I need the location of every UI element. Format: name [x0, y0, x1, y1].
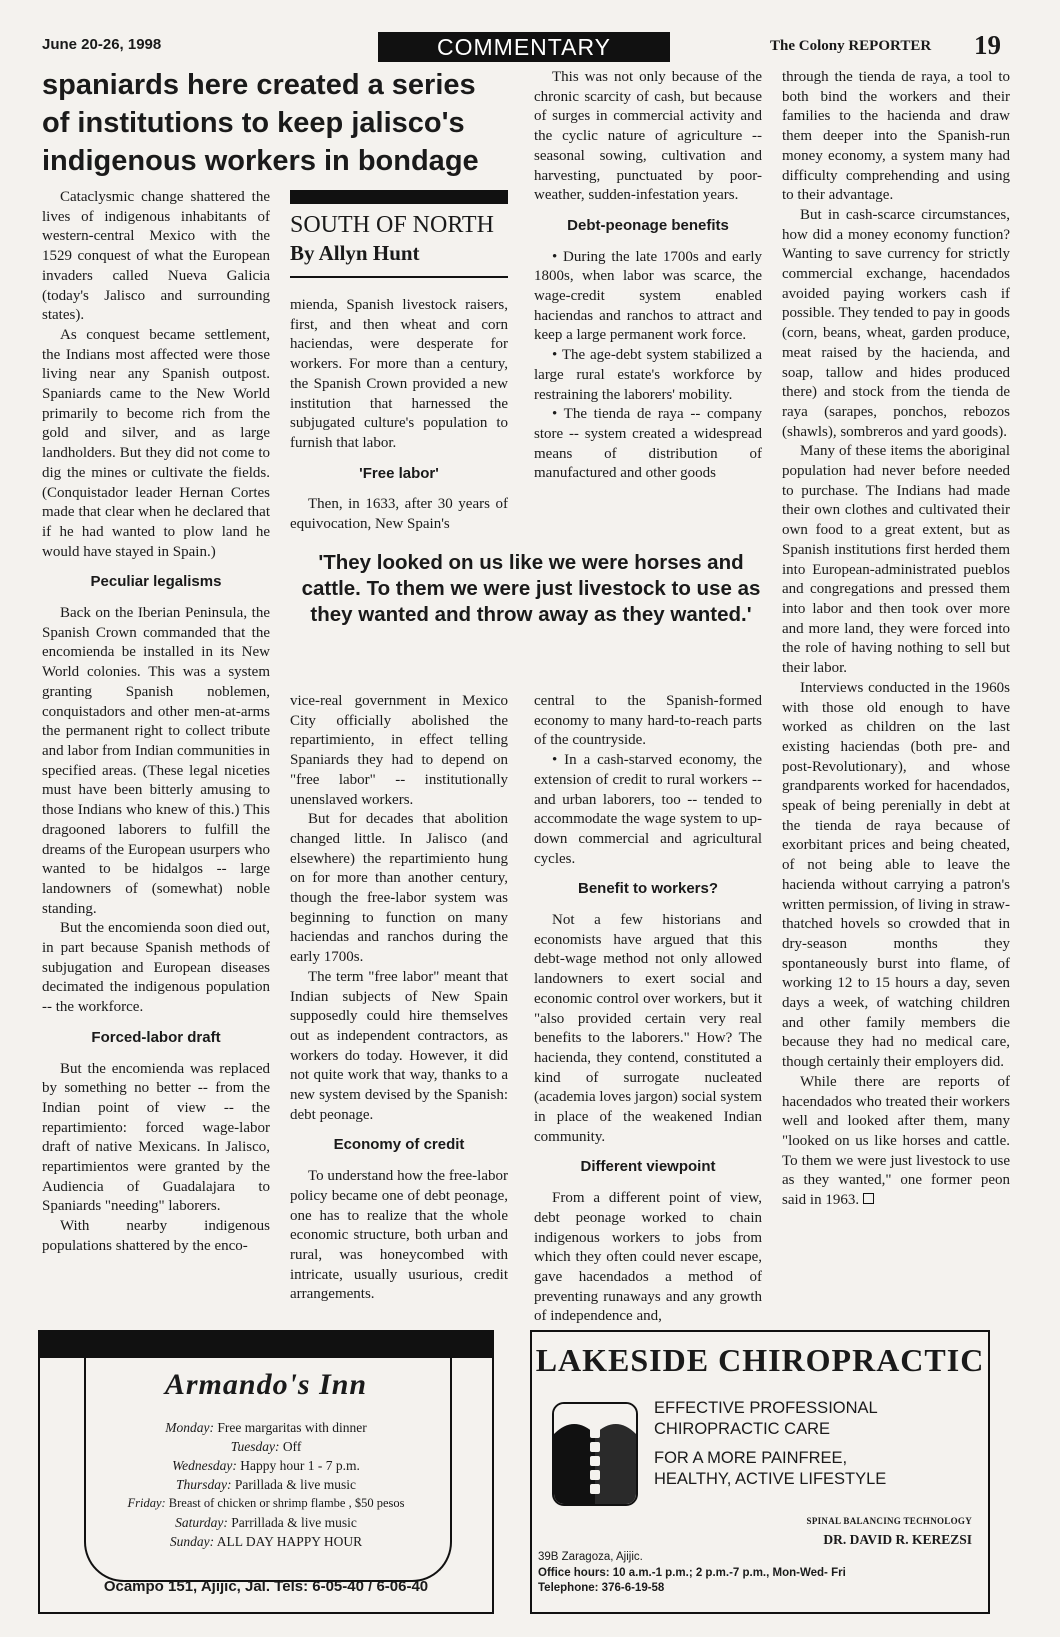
- day-label: Saturday:: [175, 1515, 228, 1530]
- day-offer: Breast of chicken or shrimp flambe , $50 pesos: [168, 1496, 405, 1510]
- ad-header-bar: [40, 1332, 492, 1358]
- subhead: Benefit to workers?: [577, 880, 719, 898]
- spine-logo-icon: [552, 1402, 638, 1506]
- paragraph: But in cash-scarce circumstances, how did a money economy function? Wanting to save currency for strictly commercial exchange, hacendados avoided paying workers cash if possible. They tended to pay in goods (corn, beans, wheat, garden produce, meat raised by the hacienda, and soap, tallow and hides produced there) and stock from the tienda de raya (sarapes, ponchos, rebozos (shawls), sombreros and yard goods).: [782, 206, 1010, 440]
- ad-hours: Office hours: 10 a.m.-1 p.m.; 2 p.m.-7 p.m., Mon-Wed- Fri: [538, 1566, 846, 1579]
- paragraph-text: While there are reports of hacendados who treated their workers well and looked after them, many "looked on us like horses and cattle. To them we were just livestock to use as they wanted," one former peon said in 1963.: [782, 1073, 1010, 1209]
- pull-quote: 'They looked on us like we were horses and cattle. To them we were just livestock to use as they wanted and throw away as they wanted.': [301, 551, 761, 626]
- spacer: [654, 1440, 984, 1448]
- subhead: Peculiar legalisms: [90, 573, 222, 591]
- paragraph: But the encomienda was replaced by something no better -- from the Indian point of view -- the repartimiento: forced wage-labor draft of native Mexicans. In Jalisco, repartimientos were granted by the Audiencia of Guadalajara to Spaniards "needing" laborers.: [42, 1060, 270, 1215]
- schedule-sunday: [40, 1532, 492, 1551]
- tagline-line: EFFECTIVE PROFESSIONAL: [654, 1399, 878, 1417]
- ad-phone: Telephone: 376-6-19-58: [538, 1582, 665, 1594]
- paragraph: This was not only because of the chronic scarcity of cash, but because of surges in commercial activity and the cyclic nature of agriculture -- seasonal sowing, cultivation and harvesting, punctuated by poor-weather, sudden-infestation years.: [534, 69, 762, 204]
- paper-name: The Colony REPORTER: [770, 38, 932, 54]
- ad-contact: [538, 1550, 846, 1597]
- section-title: COMMENTARY: [378, 32, 670, 62]
- day-offer: Off: [282, 1439, 302, 1454]
- day-offer: Parillada & live music: [234, 1477, 356, 1492]
- paragraph: But the encomienda soon died out, in part because Spanish methods of subjugation and European diseases decimated the indigenous population -- the workforce.: [42, 920, 270, 1016]
- paragraph: through the tienda de raya, a tool to both bind the workers and their families to the hacienda and draw them deeper into the Spanish-run money economy, a system many had difficulty comprehending and using to their advantage.: [782, 69, 1010, 204]
- paragraph: • In a cash-starved economy, the extension of credit to rural workers -- and urban laborers, too -- tended to accommodate the wage system to up-down commercial and agricultural cycles.: [534, 752, 762, 867]
- day-offer: Parrillada & live music: [231, 1515, 357, 1530]
- headline: spaniards here created a series of institutions to keep jalisco's indigenous workers in bondage: [42, 69, 479, 177]
- paragraph: Cataclysmic change shattered the lives of indigenous inhabitants of western-central Mexico with the 1529 conquest of what the European invaders called Nueva Galicia (today's Jalisco and surrounding states).: [42, 189, 270, 324]
- column-1: [42, 188, 270, 1257]
- ad-armandos-inn: [38, 1330, 494, 1614]
- subhead: Debt-peonage benefits: [567, 216, 729, 234]
- ad-doctor: DR. DAVID R. KEREZSI: [823, 1532, 972, 1547]
- paragraph: Then, in 1633, after 30 years of equivocation, New Spain's: [290, 496, 508, 533]
- day-label: Monday:: [165, 1420, 214, 1435]
- column-3-bottom: [534, 692, 762, 1327]
- column-2-top: [290, 296, 508, 535]
- ad-address: 39B Zaragoza, Ajijic.: [538, 1551, 643, 1563]
- paragraph: Interviews conducted in the 1960s with those old enough to have worked as children on the last existing haciendas (both pre- and post-Revolutionary), and whose grandparents worked for hacendados, speak of being perenially in debt at the tienda de raya because of exorbitant prices and being cheated, of not being able to leave the hacienda without carrying a patron's written permission, of living in straw-thatched hovels so crowded that in dry-season months they spontaneously burst into flame, of working 12 to 15 hours a day, seven days a week, of watching children and other family members die because they had no medical care, though certainly their employers did.: [782, 679, 1010, 1071]
- paragraph: vice-real government in Mexico City officially abolished the repartimiento, in effect telling Spaniards they had to depend on "free labor" -- institutionally unenslaved workers.: [290, 693, 508, 808]
- ad-business-name: Armando's Inn: [164, 1368, 368, 1401]
- subhead: Different viewpoint: [580, 1158, 716, 1176]
- page-number: 19: [974, 30, 1001, 60]
- schedule-monday: [40, 1418, 492, 1437]
- paragraph: • The age-debt system stabilized a large rural estate's workforce by restraining the laborers' mobility.: [534, 347, 762, 403]
- paragraph: The term "free labor" meant that Indian subjects of New Spain supposedly could hire themselves out as independent contractors, as workers do today. However, it did not quite work that way, thanks to a new system devised by the Spanish: debt peonage.: [290, 968, 508, 1123]
- tagline-line: CHIROPRACTIC CARE: [654, 1420, 831, 1438]
- end-mark-icon: [863, 1193, 874, 1204]
- ad-schedule: [40, 1418, 492, 1551]
- paragraph: As conquest became settlement, the Indians most affected were those living near any Spanish outpost. Spaniards came to the New World primarily to become rich from the gold and silver, and as large landholders. But they did not come to dig the mines or cultivate the fields. (Conquistador leader Hernan Cortes made that clear when he declared that if he had wanted to plow land he would have stayed in Spain.): [42, 326, 270, 560]
- day-offer: ALL DAY HAPPY HOUR: [216, 1534, 363, 1549]
- day-offer: Happy hour 1 - 7 p.m.: [240, 1458, 360, 1473]
- paragraph: • During the late 1700s and early 1800s, when labor was scarce, the wage-credit system enabled haciendas and ranchos to attract and keep a large permanent work force.: [534, 248, 762, 344]
- schedule-friday: [40, 1494, 492, 1513]
- paragraph: central to the Spanish-formed economy to many hard-to-reach parts of the countryside.: [534, 693, 762, 749]
- column-3-top: [534, 68, 762, 484]
- ad-technique: SPINAL BALANCING TECHNOLOGY: [806, 1516, 972, 1526]
- paragraph: Not a few historians and economists have argued that this debt-wage method not only allowed landowners to exert social and economic control over workers, but it "also provided certain very real benefits to the laborers." How? The hacienda, they contend, constituted a kind of surrogate nucleated (academia loves jargon) social system in place of the weakened Indian community.: [534, 912, 762, 1145]
- byline-bar: [290, 190, 508, 204]
- divider: [290, 276, 508, 278]
- byline-box: [290, 190, 508, 278]
- ad-lakeside-chiropractic: [530, 1330, 990, 1614]
- schedule-tuesday: [40, 1437, 492, 1456]
- issue-date: June 20-26, 1998: [42, 36, 162, 53]
- ad-title: LAKESIDE CHIROPRACTIC: [535, 1342, 985, 1378]
- subhead: Economy of credit: [333, 1136, 465, 1154]
- column-4: [782, 68, 1010, 1211]
- subhead: Forced-labor draft: [91, 1028, 221, 1046]
- day-offer: Free margaritas with dinner: [217, 1420, 367, 1435]
- tagline-line: FOR A MORE PAINFREE,: [654, 1449, 848, 1467]
- paragraph: • The tienda de raya -- company store -- system created a widespread means of distribution of manufactured and other goods: [534, 406, 762, 482]
- day-label: Tuesday:: [230, 1439, 280, 1454]
- schedule-thursday: [40, 1475, 492, 1494]
- schedule-saturday: [40, 1513, 492, 1532]
- masthead: [42, 32, 1022, 68]
- paragraph: Back on the Iberian Peninsula, the Spanish Crown commanded that the encomienda be installed in its New World colonies. This was a system granting Spanish noblemen, conquistadors and other men-at-arms the permanent right to collect tribute and labor from Indian communities in specified areas. (These legal niceties must have been bitterly amusing to those Indians who knew of this.) This dragooned laborers to fulfill the dreams of the European usurpers who wanted to be hidalgos -- large landowners of (somewhat) noble standing.: [42, 605, 270, 917]
- author: By Allyn Hunt: [290, 241, 420, 265]
- paragraph: With nearby indigenous populations shattered by the enco-: [42, 1218, 270, 1254]
- column-2-bottom: [290, 692, 508, 1305]
- ad-address: Ocampo 151, Ajijic, Jal. Tels: 6-05-40 / 6-06-40: [103, 1578, 429, 1595]
- subhead: 'Free labor': [359, 464, 439, 482]
- paragraph: From a different point of view, debt peonage worked to chain indigenous workers to jobs from which they often could never escape, gave hacendados a method of preventing runaways and any growth of independence and,: [534, 1190, 762, 1325]
- column-name: SOUTH OF NORTH: [290, 212, 494, 238]
- day-label: Wednesday:: [172, 1458, 237, 1473]
- day-label: Thursday:: [176, 1477, 232, 1492]
- schedule-wednesday: [40, 1456, 492, 1475]
- tagline-line: HEALTHY, ACTIVE LIFESTYLE: [654, 1470, 887, 1488]
- ad-tagline: [654, 1398, 984, 1490]
- paragraph: [782, 1073, 1010, 1211]
- paragraph: mienda, Spanish livestock raisers, first, and then wheat and corn haciendas, were desperate for workers. For more than a century, the Spanish Crown provided a new institution that harnessed the subjugated culture's population to furnish that labor.: [290, 297, 508, 451]
- day-label: Friday:: [127, 1496, 166, 1510]
- paragraph: But for decades that abolition changed little. In Jalisco (and elsewhere) the repartimiento hung on for more than another century, though the free-labor system was beginning to function on many haciendas and ranchos during the early 1700s.: [290, 811, 508, 966]
- paragraph: Many of these items the aboriginal population had never before needed to purchase. The Indians had made their own clothes and cultivated their own food to a great extent, but as Spanish institutions first herded them into European-administrated pueblos and congregations and pressed them into labor and then took over more and more land, they were forced into the role of having nothing to sell but their labor.: [782, 443, 1010, 677]
- paragraph: To understand how the free-labor policy became one of debt peonage, one has to realize that the whole economic structure, both urban and rural, was honeycombed with intricate, usually usurious, credit arrangements.: [290, 1168, 508, 1303]
- day-label: Sunday:: [169, 1534, 215, 1549]
